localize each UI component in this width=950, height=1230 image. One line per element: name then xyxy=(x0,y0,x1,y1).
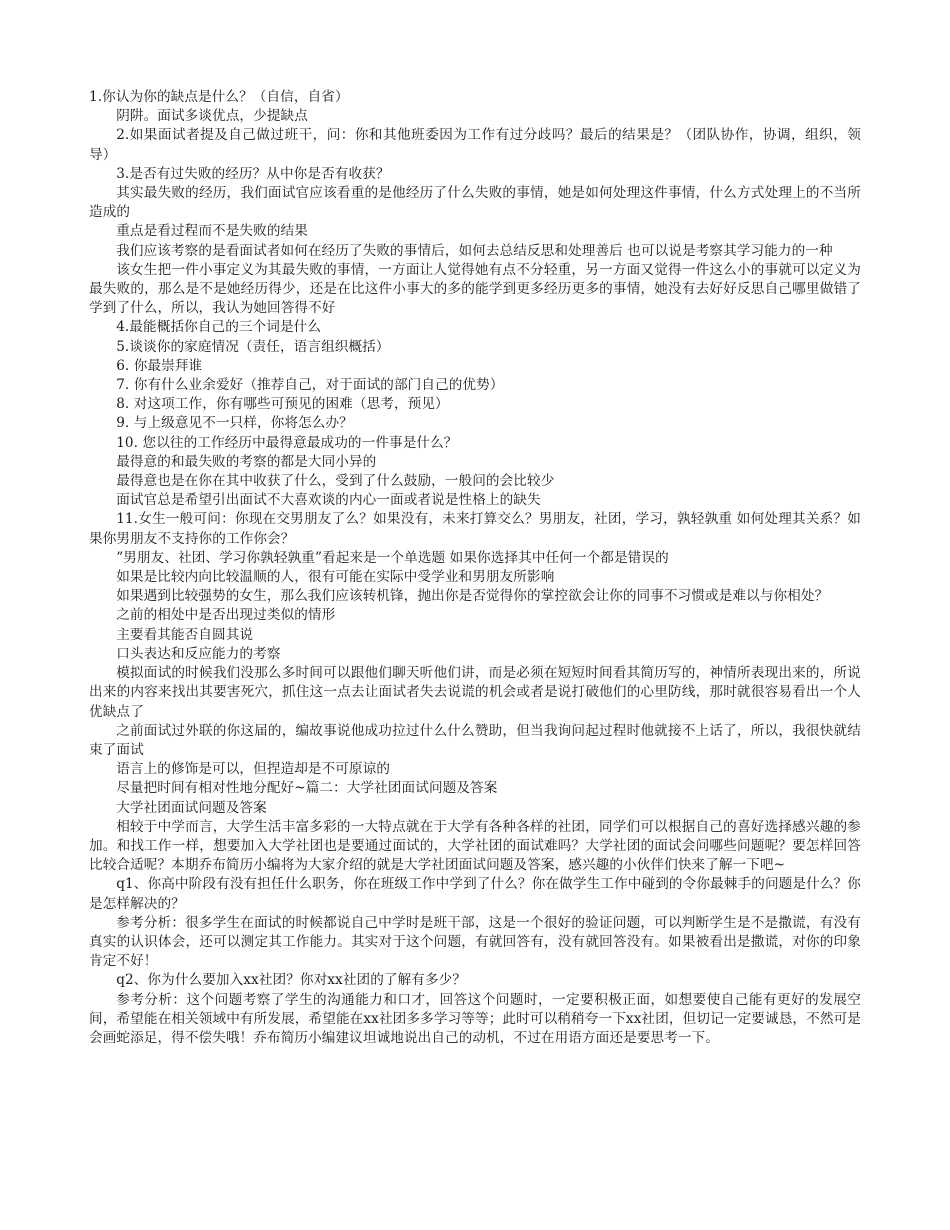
paragraph: 口头表达和反应能力的考察 xyxy=(116,645,281,662)
paragraph: 模拟面试的时候我们没那么多时间可以跟他们聊天听他们讲，而是必须在短短时间看其简历写的，神情所表现出来的，所说出来的内容来找出其要害死穴，抓住这一点去让面试者失去说谎的机会或者是说打破他们的心里防线，那时就很容易看出一个人优缺点了 xyxy=(89,665,861,720)
paragraph: 3.是否有过失败的经历？从中你是否有收获？ xyxy=(116,165,390,182)
paragraph: 尽量把时间有相对性地分配好~篇二：大学社团面试问题及答案 xyxy=(116,780,498,797)
paragraph: 参考分析：这个问题考察了学生的沟通能力和口才，回答这个问题时，一定要积极正面，如想要使自己能有更好的发展空间，希望能在相关领域中有所发展，希望能在xx社团多多学习等等；此时可以稍稍夸一下xx社团，但切记一定要诚恳，不然可是会画蛇添足，得不偿失哦！乔布简历小编建议坦诚地说出自己的动机，不过在用语方面还是要思考一下。 xyxy=(89,991,861,1046)
paragraph: 8. 对这项工作，你有哪些可预见的困难（思考，预见） xyxy=(116,396,449,413)
paragraph: 该女生把一件小事定义为其最失败的事情，一方面让人觉得她有点不分轻重，另一方面又觉得一件这么小的事就可以定义为最失败的，那么是不是她经历得少，还是在比这件小事大的多的能学到更多经历更多的事情，她没有去好好反思自己哪里做错了学到了什么，所以，我认为她回答得不好 xyxy=(89,261,861,317)
paragraph: 其实最失败的经历，我们面试官应该看重的是他经历了什么失败的事情，她是如何处理这件事情，什么方式处理上的不当所造成的 xyxy=(89,185,861,221)
paragraph: 大学社团面试问题及答案 xyxy=(116,799,267,816)
paragraph: q2、你为什么要加入xx社团？你对xx社团的了解有多少？ xyxy=(116,972,467,989)
paragraph: ”男朋友、社团、学习你孰轻孰重”看起来是一个单选题 如果你选择其中任何一个都是错误的 xyxy=(116,549,669,566)
paragraph: 我们应该考察的是看面试者如何在经历了失败的事情后，如何去总结反思和处理善后 也可以说是考察其学习能力的一种 xyxy=(116,242,833,259)
paragraph: 如果是比较内向比较温顺的人，很有可能在实际中受学业和男朋友所影响 xyxy=(116,569,555,586)
paragraph: 如果遇到比较强势的女生，那么我们应该转机锋，抛出你是否觉得你的掌控欲会让你的同事不习惯或是难以与你相处？ xyxy=(116,588,829,605)
paragraph: 9. 与上级意见不一只样，你将怎么办？ xyxy=(116,415,353,432)
paragraph: q1、你高中阶段有没有担任什么职务，你在班级工作中学到了什么？你在做学生工作中碰到的令你最棘手的问题是什么？你是怎样解决的？ xyxy=(89,876,861,912)
paragraph: 4.最能概括你自己的三个词是什么 xyxy=(116,319,322,336)
paragraph: 参考分析：很多学生在面试的时候都说自己中学时是班干部，这是一个很好的验证问题，可以判断学生是不是撒谎，有没有真实的认识体会，还可以测定其工作能力。其实对于这个问题，有就回答有，没有就回答没有。如果被看出是撒谎，对你的印象肯定不好！ xyxy=(89,914,861,970)
document-body xyxy=(89,88,861,1048)
paragraph: 6. 你最崇拜谁 xyxy=(116,357,203,374)
paragraph: 语言上的修饰是可以，但捏造却是不可原谅的 xyxy=(116,761,391,778)
paragraph: 主要看其能否自圆其说 xyxy=(116,626,254,643)
paragraph: 1.你认为你的缺点是什么？（自信，自省） xyxy=(89,89,349,105)
paragraph: 5.谈谈你的家庭情况（责任，语言组织概括） xyxy=(116,338,390,355)
paragraph: 之前面试过外联的你这届的，编故事说他成功拉过什么什么赞助，但当我询问起过程时他就接不上话了，所以，我很快就结束了面试 xyxy=(89,722,861,758)
paragraph: 11.女生一般可问：你现在交男朋友了么？如果没有，未来打算交么？男朋友，社团，学习，孰轻孰重 如何处理其关系？如果你男朋友不支持你的工作你会？ xyxy=(89,511,861,547)
paragraph: 7. 你有什么业余爱好（推荐自己，对于面试的部门自己的优势） xyxy=(116,377,504,394)
paragraph: 阴阱。面试多谈优点，少提缺点 xyxy=(116,108,308,125)
paragraph: 面试官总是希望引出面试不大喜欢谈的内心一面或者说是性格上的缺失 xyxy=(116,492,541,509)
paragraph: 重点是看过程而不是失败的结果 xyxy=(116,223,308,240)
paragraph: 2.如果面试者提及自己做过班干，问：你和其他班委因为工作有过分歧吗？最后的结果是？（团队协作，协调，组织，领导） xyxy=(89,127,861,163)
paragraph: 最得意的和最失败的考察的都是大同小异的 xyxy=(116,453,377,470)
paragraph: 10. 您以往的工作经历中最得意最成功的一件事是什么？ xyxy=(116,434,458,451)
paragraph: 最得意也是在你在其中收获了什么，受到了什么鼓励，一般问的会比较少 xyxy=(116,473,555,490)
paragraph: 相较于中学而言，大学生活丰富多彩的一大特点就在于大学有各种各样的社团，同学们可以根据自己的喜好选择感兴趣的参加。和找工作一样，想要加入大学社团也是要通过面试的，大学社团的面试难吗？大学社团的面试会问哪些问题呢？要怎样回答比较合适呢？本期乔布简历小编将为大家介绍的就是大学社团面试问题及答案，感兴趣的小伙伴们快来了解一下吧~ xyxy=(89,818,861,874)
paragraph: 之前的相处中是否出现过类似的情形 xyxy=(116,607,336,624)
